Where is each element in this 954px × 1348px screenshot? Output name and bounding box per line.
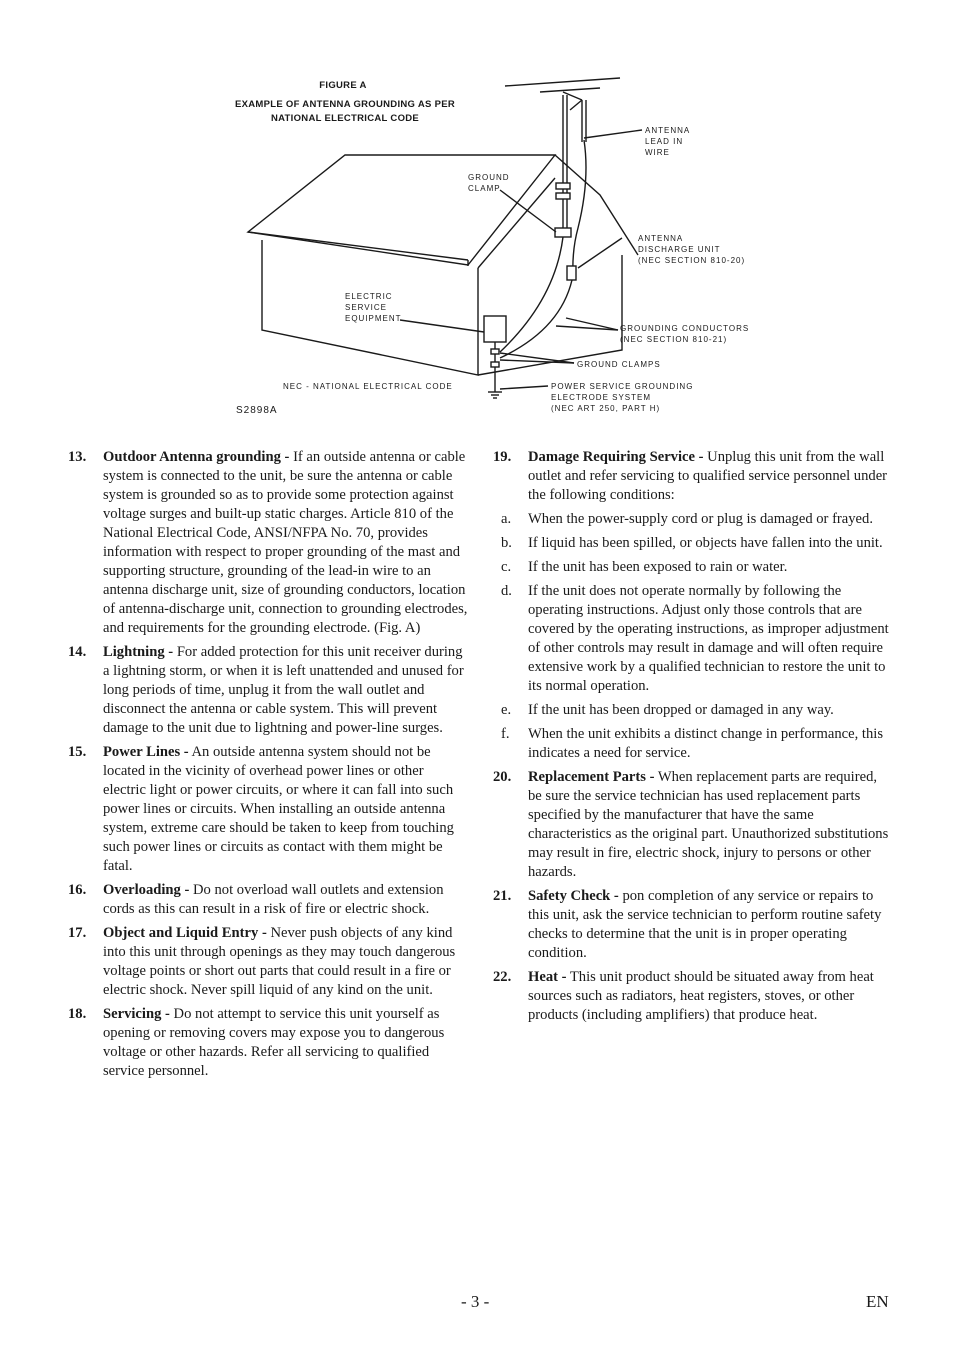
item-title: Servicing -: [103, 1006, 170, 1022]
item-14: [68, 643, 468, 738]
item-body: Do not overload wall outlets and extension cords as this can result in a risk of fire or electric shock.: [103, 882, 444, 917]
item-number: 13.: [68, 449, 87, 465]
sub-item-text: When the power-supply cord or plug is damaged or frayed.: [528, 511, 873, 527]
item-16: [68, 881, 468, 919]
item-body: When replacement parts are required, be sure the service technician has used replacement parts specified by the manufacturer that have the same characteristics as the original part. Unauthorized substitutions may result in fire, electric shock, injury to persons or other hazards.: [528, 769, 889, 880]
label-ground-clamps: GROUND CLAMPS: [577, 360, 661, 369]
label-electric-service: ELECTRIC: [345, 292, 393, 301]
label-electric-service: EQUIPMENT: [345, 314, 402, 323]
label-power-service: POWER SERVICE GROUNDING: [551, 382, 694, 391]
item-number: 14.: [68, 644, 87, 660]
item-number: 17.: [68, 925, 87, 941]
item-22: [493, 968, 893, 1025]
item-number: 20.: [493, 769, 512, 785]
sub-item-text: If the unit has been exposed to rain or water.: [528, 559, 788, 575]
item-number: 21.: [493, 888, 512, 904]
item-body: This unit product should be situated away from heat sources such as radiators, heat registers, stoves, or other products (including amplifiers) that produce heat.: [528, 969, 874, 1023]
item-body: For added protection for this unit receiver during a lightning storm, or when it is left unattended and unused for long periods of time, unplug it from the wall outlet and disconnect the antenna or cable system. This will prevent damage to the unit due to lightning and power-line surges.: [103, 644, 464, 736]
sub-item-text: If the unit does not operate normally by following the operating instructions. Adjust only those controls that are covered by the operating instructions, as improper adjustment of other controls may result in damage and will often require extensive work by a qualified technician to restore the unit to its normal operation.: [528, 583, 889, 694]
sub-item-letter: f.: [501, 726, 510, 742]
item-19: [493, 448, 893, 505]
item-body: Do not attempt to service this unit yourself as opening or removing covers may expose you to dangerous voltage or other hazards. Refer all servicing to qualified service personnel.: [103, 1006, 445, 1079]
item-body: Unplug this unit from the wall outlet and refer servicing to qualified service personnel under the following conditions:: [528, 449, 888, 503]
item-title: Replacement Parts -: [528, 769, 655, 785]
label-antenna-lead: LEAD IN: [645, 137, 684, 146]
sub-item-letter: d.: [501, 583, 512, 599]
sub-item-letter: a.: [501, 511, 512, 527]
figure-subtitle: EXAMPLE OF ANTENNA GROUNDING AS PER: [234, 99, 456, 110]
sub-item-letter: e.: [501, 702, 512, 718]
sub-item-b: [493, 534, 893, 553]
sub-item-e: [493, 701, 893, 720]
label-nec: NEC - NATIONAL ELECTRICAL CODE: [283, 382, 453, 391]
item-title: Safety Check -: [528, 888, 619, 904]
item-13: [68, 448, 468, 638]
item-number: 15.: [68, 744, 87, 760]
right-column: [493, 448, 893, 1030]
item-21: [493, 887, 893, 963]
label-discharge-unit: DISCHARGE UNIT: [638, 245, 721, 254]
figure-subtitle: NATIONAL ELECTRICAL CODE: [270, 113, 420, 124]
figure-title: FIGURE A: [319, 80, 367, 91]
label-discharge-unit: ANTENNA: [638, 234, 684, 243]
label-grounding-conductors: GROUNDING CONDUCTORS: [620, 324, 750, 333]
item-body: pon completion of any service or repairs to this unit, ask the service technician to perform routine safety checks to determine that the unit is in proper operating condition.: [528, 888, 882, 961]
antenna-grounding-figure: [0, 0, 954, 430]
sub-item-f: [493, 725, 893, 763]
sub-item-text: When the unit exhibits a distinct change in performance, this indicates a need for service.: [528, 726, 884, 761]
label-grounding-conductors: (NEC SECTION 810-21): [620, 335, 728, 344]
item-number: 22.: [493, 969, 512, 985]
item-title: Power Lines -: [103, 744, 189, 760]
item-number: 18.: [68, 1006, 87, 1022]
left-column: [68, 448, 468, 1086]
figure-code: S2898A: [236, 405, 278, 416]
item-title: Overloading -: [103, 882, 190, 898]
item-body: An outside antenna system should not be located in the vicinity of overhead power lines or other electric light or power circuits, or where it can fall into such power lines or circuits. When installing an outside antenna system, extreme care should be taken to keep from touching such power lines or circuits as contact with them might be fatal.: [103, 744, 454, 874]
item-title: Object and Liquid Entry -: [103, 925, 267, 941]
label-power-service: (NEC ART 250, PART H): [551, 404, 661, 413]
label-ground-clamp: CLAMP: [468, 184, 501, 193]
item-body: Never push objects of any kind into this unit through openings as they may touch dangerous voltage points or short out parts that could result in a fire or electric shock. Never spill liquid of any kind on the unit.: [103, 925, 456, 998]
page-number: - 3 -: [461, 1292, 490, 1311]
item-title: Outdoor Antenna grounding -: [103, 449, 290, 465]
item-title: Lightning -: [103, 644, 174, 660]
label-electric-service: SERVICE: [345, 303, 387, 312]
sub-item-text: If liquid has been spilled, or objects have fallen into the unit.: [528, 535, 883, 551]
label-power-service: ELECTRODE SYSTEM: [551, 393, 652, 402]
item-body: If an outside antenna or cable system is connected to the unit, be sure the antenna or cable system is grounded so as to provide some protection against voltage surges and built-up static charges. Article 810 of the National Electrical Code, ANSI/NFPA No. 70, provides information with respect to proper grounding of the mast and supporting structure, grounding of the lead-in wire to an antenna discharge unit, size of grounding conductors, location of antenna-discharge unit, connection to grounding electrodes, and requirements for the grounding electrode. (Fig. A): [103, 449, 468, 636]
sub-item-text: If the unit has been dropped or damaged in any way.: [528, 702, 834, 718]
item-15: [68, 743, 468, 876]
language-tag: EN: [866, 1292, 889, 1311]
item-title: Heat -: [528, 969, 567, 985]
label-discharge-unit: (NEC SECTION 810-20): [638, 256, 746, 265]
item-number: 16.: [68, 882, 87, 898]
item-20: [493, 768, 893, 882]
item-17: [68, 924, 468, 1000]
item-number: 19.: [493, 449, 512, 465]
label-antenna-lead: WIRE: [645, 148, 670, 157]
item-title: Damage Requiring Service -: [528, 449, 704, 465]
item-18: [68, 1005, 468, 1081]
sub-item-letter: b.: [501, 535, 512, 551]
sub-item-letter: c.: [501, 559, 512, 575]
label-antenna-lead: ANTENNA: [645, 126, 691, 135]
sub-item-c: [493, 558, 893, 577]
sub-item-d: [493, 582, 893, 696]
sub-item-a: [493, 510, 893, 529]
label-ground-clamp: GROUND: [468, 173, 510, 182]
